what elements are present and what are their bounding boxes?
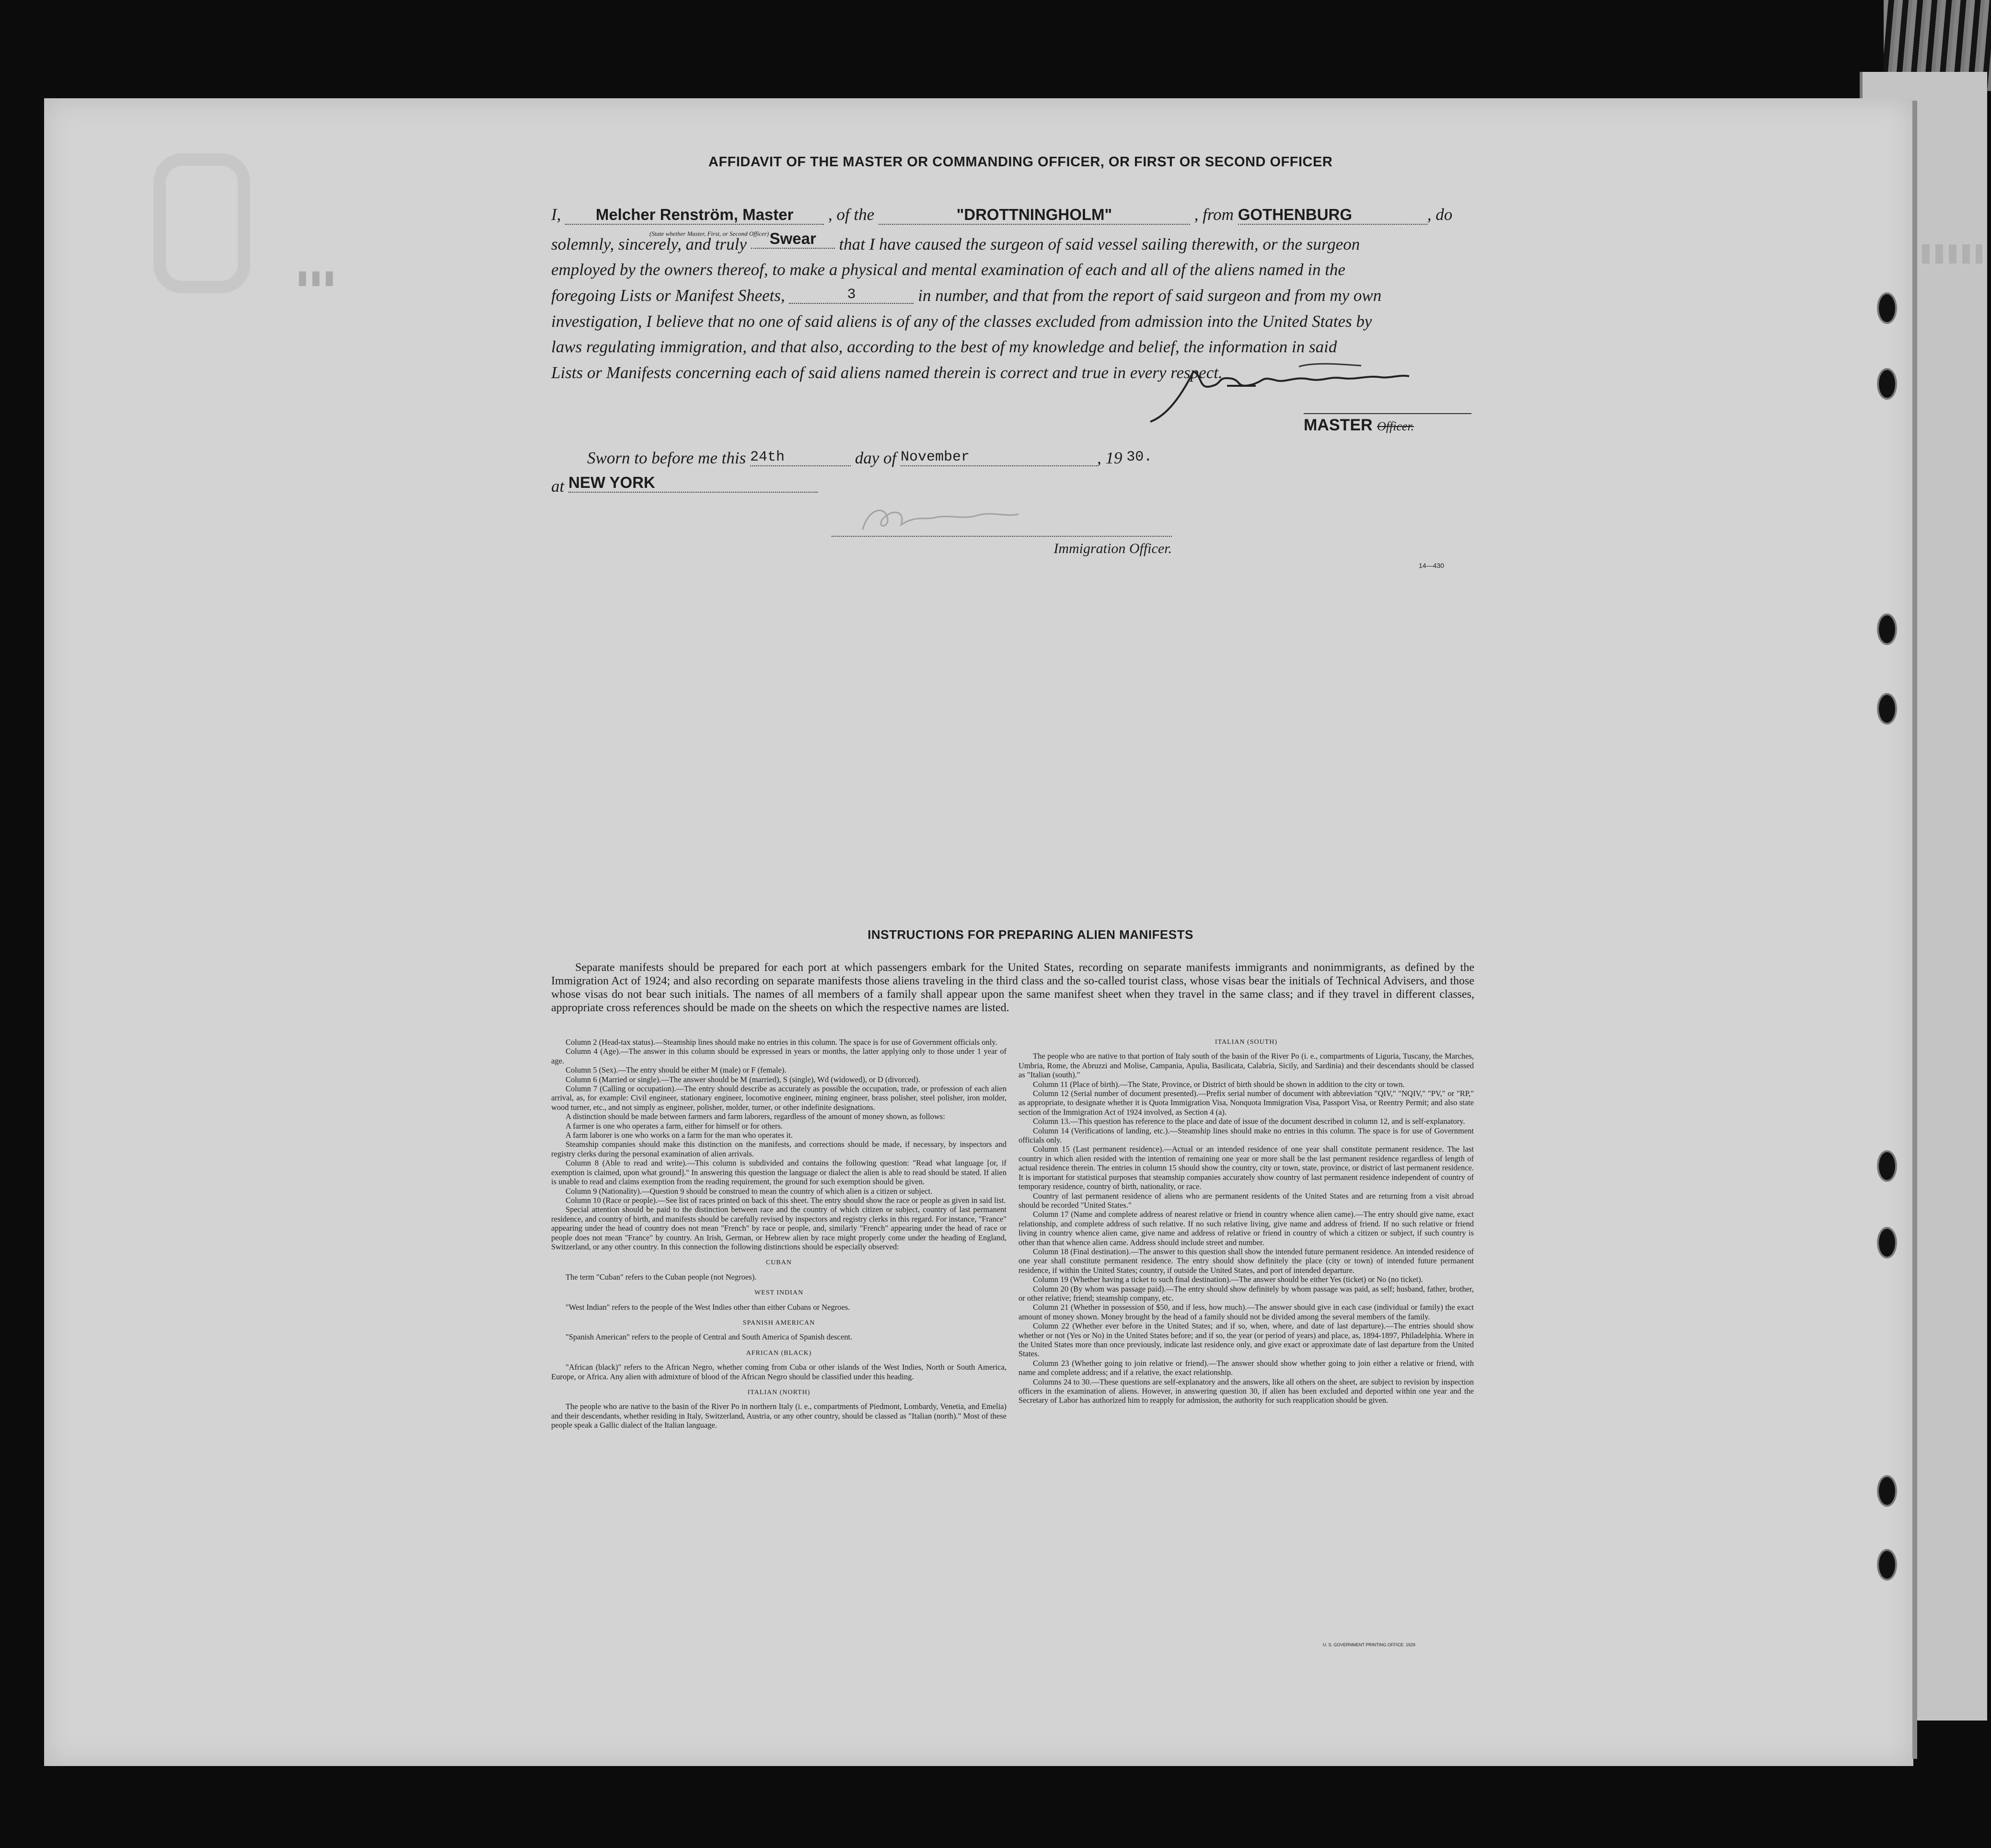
instruction-paragraph: Column 8 (Able to read and write).—This column is subdivided and contains the following question: "Read what language [or, if exemption is claimed, upon what ground]." In answering this question the language or dialect the alien is able to read should be stated. If alien is unable to read and claims exemption from the reading requirement, the ground for such exemption should be given. <box>551 1158 1007 1187</box>
instruction-paragraph: Special attention should be paid to the distinction between race and the country of which citizen or subject, country of last permanent residence, and country of birth, and manifests should be carefully revised by inspectors and registry clerks in this regard. For instance, "France" appearing under the head of country does not mean "French" by race or people, and, similarly "French" appearing under the head of race or people does not mean "France" by country. An Irish, German, or Hebrew alien by race might properly come under the heading of England, Switzerland, or any other country. In this connection the following distinctions should be especially observed: <box>551 1205 1007 1251</box>
section-heading-cuban: CUBAN <box>765 1259 792 1267</box>
instruction-paragraph: "Spanish American" refers to the people of Central and South America of Spanish descent. <box>566 1332 853 1342</box>
affidavit-line-1 <box>551 205 1471 225</box>
instruction-paragraph: The term "Cuban" refers to the Cuban people (not Negroes). <box>566 1272 757 1282</box>
text-do: , do <box>1427 205 1453 224</box>
bleed-through-mark <box>153 153 250 293</box>
text-solemnly: solemnly, sincerely, and truly <box>551 235 747 254</box>
instruction-paragraph: Column 23 (Whether going to join relative or friend).—The answer should show whether going to join either a relative or friend, with name and complete address; and if a relative, the exact relationship. <box>1019 1358 1474 1377</box>
text-surgeon: that I have caused the surgeon of said vessel sailing therewith, or the surgeon <box>839 235 1360 254</box>
section-heading-italian-north: ITALIAN (NORTH) <box>747 1389 810 1396</box>
instruction-paragraph: Column 6 (Married or single).—The answer should be M (married), S (single), Wd (widowed), or D (divorced). <box>566 1074 920 1084</box>
immigration-officer-label: Immigration Officer. <box>832 536 1172 557</box>
at-line <box>551 474 1471 497</box>
text-19: , 19 <box>1097 449 1123 467</box>
instruction-paragraph: A farmer is one who operates a farm, either for himself or for others. <box>566 1121 783 1131</box>
text-foregoing: foregoing Lists or Manifest Sheets, <box>551 286 785 305</box>
state-rank-note: (State whether Master, First, or Second Officer) <box>649 230 769 237</box>
officer-signature <box>853 501 1026 539</box>
instruction-paragraph: Column 14 (Verifications of landing, etc.).—Steamship lines should make no entries in this column. The space is for use of Government officials only. <box>1019 1126 1474 1145</box>
instruction-paragraph: Columns 24 to 30.—These questions are self-explanatory and the answers, like all others on the sheet, are subject to revision by inspection officers in the examination of aliens. However, in answering question 30, if alien has been excluded and deported within one year and the Secretary of Labor has authorized him to reapply for admission, the authority for such reapplication should be given. <box>1019 1377 1474 1405</box>
form-number: 14—430 <box>1419 562 1444 569</box>
affidavit-line-7: Lists or Manifests concerning each of said aliens named therein is correct and true in every respect. <box>551 363 1223 382</box>
instructions-left-column <box>551 1038 1007 1430</box>
instruction-paragraph: Column 4 (Age).—The answer in this column should be expressed in years or months, the latter applying only to those under 1 year of age. <box>551 1047 1007 1065</box>
sworn-line <box>587 449 1507 469</box>
affidavit-line-5: investigation, I believe that no one of said aliens is of any of the classes excluded from admission into the United States by <box>551 312 1372 331</box>
instruction-paragraph: A distinction should be made between farmers and farm laborers, regardless of the amount of money shown, as follows: <box>566 1112 945 1121</box>
instruction-paragraph: Country of last permanent residence of aliens who are permanent residents of the United States and are returning from a visit abroad should be recorded "United States." <box>1019 1191 1474 1210</box>
sworn-day-field[interactable]: 24th <box>750 449 851 466</box>
instruction-paragraph: "West Indian" refers to the people of the West Indies other than either Cubans or Negroes. <box>566 1302 850 1312</box>
master-name-field[interactable]: Melcher Renström, Master <box>565 206 824 225</box>
punch-hole <box>1877 1227 1897 1259</box>
instruction-paragraph: The people who are native to that portion of Italy south of the basin of the River Po (i. e., compartments of Liguria, Tuscany, the Marches, Umbria, Rome, the Abruzzi and Molise, Campania, Apulia, Basilicata, Calabria, Sicily, and Sardinia) and their descendants should be classed as "Italian (south)." <box>1019 1051 1474 1080</box>
sworn-year-field[interactable]: 30. <box>1126 449 1153 465</box>
section-heading-spanish-american: SPANISH AMERICAN <box>742 1319 815 1327</box>
instruction-paragraph: Column 13.—This question has reference to the place and date of issue of the document described in column 12, and is self-explanatory. <box>1033 1117 1465 1126</box>
instruction-paragraph: Column 11 (Place of birth).—The State, Province, or District of birth should be shown in addition to the city or town. <box>1033 1079 1405 1089</box>
instruction-paragraph: Column 21 (Whether in possession of $50, and if less, how much).—The answer should give in each case (individual or family) the exact amount of money shown. Money brought by the head of a family should not be divided among the several members of the family. <box>1019 1303 1474 1321</box>
text-i: I, <box>551 205 561 224</box>
instruction-paragraph: Column 10 (Race or people).—See list of races printed on back of this sheet. The entry should show the race or people as given in said list. <box>566 1195 1006 1205</box>
instruction-paragraph: The people who are native to the basin of the River Po in northern Italy (i. e., compartments of Piedmont, Lombardy, Venetia, and Emelia) and their descendants, whether residing in Italy, Switzerland, Austria, or any other country, should be classed as "Italian (north)." Most of these people speak a Gallic dialect of the Italian language. <box>551 1402 1007 1430</box>
instruction-paragraph: Steamship companies should make this distinction on the manifests, and corrections should be made, if necessary, by inspectors and registry clerks during the personal examination of alien arrivals. <box>551 1140 1007 1158</box>
affidavit-line-6: laws regulating immigration, and that also, according to the best of my knowledge and belief, the information in said <box>551 337 1337 356</box>
punch-hole <box>1877 1475 1897 1507</box>
instruction-paragraph: Column 22 (Whether ever before in the United States; and if so, when, where, and date of last departure).—The entries should show whether or not (Yes or No) in the United States before; and if so, the year (or period of years) and place, as, 1894-1897, Philadelphia. Where in the United States more than once previously, indicate last residence only, and give exact or approximate date of last departure from the United States. <box>1019 1321 1474 1359</box>
instructions-title: INSTRUCTIONS FOR PREPARING ALIEN MANIFESTS <box>868 927 1193 942</box>
affidavit-line-4 <box>551 286 1471 307</box>
text-at: at <box>551 477 565 496</box>
section-heading-west-indian: WEST INDIAN <box>754 1289 804 1297</box>
page-edge <box>1912 101 1917 1759</box>
punch-hole <box>1877 693 1897 725</box>
instructions-right-column <box>1019 1038 1474 1405</box>
punch-hole <box>1877 1549 1897 1581</box>
master-title: MASTER <box>1304 416 1373 434</box>
instruction-paragraph: Column 17 (Name and complete address of nearest relative or friend in country whence alien came).—The entry should give name, exact relationship, and complete address of such relative. If no such relative living, give name and address of friend. If no such relative or friend living in country whence alien came, give name and address of relative or friend in country of which a citizen or subject, if such country is other than that whence alien came. Address should include street and number. <box>1019 1210 1474 1247</box>
instruction-paragraph: Column 12 (Serial number of document presented).—Prefix serial number of document with abbreviation "QIV," "NQIV," "PV," or "RP," as appropriate, to designate whether it is Quota Immigration Visa, Nonquota Immigration Visa, Passport Visa, or Reentry Permit; and also state section of the Immigration Act of 1924 involved, as Section 4 (a). <box>1019 1089 1474 1117</box>
instruction-paragraph: Column 2 (Head-tax status).—Steamship lines should make no entries in this column. The space is for use of Government officials only. <box>566 1038 997 1047</box>
text-sworn: Sworn to before me this <box>587 449 746 467</box>
punch-hole <box>1877 292 1897 324</box>
punch-hole <box>1877 1150 1897 1182</box>
instruction-paragraph: Column 15 (Last permanent residence).—Actual or an intended residence of one year shall constitute permanent residence. The last country in which alien resided with the intention of remaining one year or more shall be the last permanent residence regardless of length of actual residence therein. The entries in column 15 should show the country, city or town, state, province, or district of last permanent residence. It is important for statistical purposes that steamship companies accurately show country of last permanent residence independent of country of temporary residence, country of birth, nationality, or race. <box>1019 1144 1474 1191</box>
affidavit-title: AFFIDAVIT OF THE MASTER OR COMMANDING OFFICER, OR FIRST OR SECOND OFFICER <box>708 154 1333 170</box>
text-of-the: , of the <box>828 205 875 224</box>
punch-hole <box>1877 368 1897 400</box>
instruction-paragraph: A farm laborer is one who works on a farm for the man who operates it. <box>566 1131 793 1140</box>
oath-field[interactable]: Swear <box>751 230 835 249</box>
text-day-of: day of <box>855 449 897 467</box>
vessel-name-field[interactable]: "DROTTNINGHOLM" <box>879 206 1190 225</box>
sworn-place-field[interactable]: NEW YORK <box>568 474 818 493</box>
port-field[interactable]: GOTHENBURG <box>1238 206 1427 225</box>
instruction-paragraph: Column 20 (By whom was passage paid).—The entry should show definitely by whom passage was paid, as self; husband, father, brother, or other relative; friend; steamship company, etc. <box>1019 1284 1474 1303</box>
instruction-paragraph: Column 19 (Whether having a ticket to such final destination).—The answer should be either Yes (ticket) or No (no ticket). <box>1033 1275 1423 1284</box>
text-in-number: in number, and that from the report of said surgeon and from my own <box>918 286 1382 305</box>
printing-office-imprint: U. S. GOVERNMENT PRINTING OFFICE: 1929 <box>1323 1642 1415 1647</box>
bleed-through-number: ▮▮▮ <box>297 266 338 288</box>
struck-officer-word: Officer. <box>1377 419 1414 433</box>
sworn-month-field[interactable]: November <box>901 449 1097 466</box>
affidavit-line-3: employed by the owners thereof, to make a physical and mental examination of each and all of the aliens named in the <box>551 260 1345 279</box>
signature-title <box>1304 413 1471 435</box>
instruction-paragraph: Column 9 (Nationality).—Question 9 should be construed to mean the country of which alien is a citizen or subject. <box>566 1186 933 1196</box>
instructions-intro: Separate manifests should be prepared for each port at which passengers embark for the United States, recording on separate manifests immigrants and nonimmigrants, as defined by the Immigration Act of 1924; and also recording on separate manifests those aliens traveling in the third class and the so-called tourist class, whose visas bear the initials of Technical Advisers, and those whose visas do not bear such initials. The names of all members of a family shall appear upon the same manifest sheet when they travel in the same class; and if they travel in different classes, appropriate cross references should be made on the sheets on which the respective names are listed. <box>551 961 1474 1014</box>
section-heading-african: AFRICAN (BLACK) <box>746 1349 812 1357</box>
instruction-paragraph: Column 18 (Final destination).—The answer to this question shall show the intended future permanent residence. An intended residence of one year shall constitute permanent residence. The entry should show definitely the place (city or town) of intended future permanent residence, if within the United States; country, if outside the United States, and port of intended departure. <box>1019 1247 1474 1275</box>
instruction-paragraph: Column 7 (Calling or occupation).—The entry should describe as accurately as possible the occupation, trade, or profession of each alien arrival, as, for example: Civil engineer, stationary engineer, locomotive engineer, mining engineer, brass polisher, steel polisher, iron molder, wood turner, etc., and not simply as engineer, polisher, molder, turner, or other indefinite designations. <box>551 1084 1007 1112</box>
sheets-count-field[interactable]: 3 <box>789 287 914 304</box>
instruction-paragraph: Column 5 (Sex).—The entry should be either M (male) or F (female). <box>566 1065 787 1075</box>
punch-hole <box>1877 613 1897 645</box>
instruction-paragraph: "African (black)" refers to the African Negro, whether coming from Cuba or other islands of the West Indies, North or South America, Europe, or Africa. Any alien with admixture of blood of the African Negro should be classified under this heading. <box>551 1363 1007 1381</box>
section-heading-italian-south: ITALIAN (SOUTH) <box>1215 1039 1278 1046</box>
text-from: , from <box>1194 205 1234 224</box>
